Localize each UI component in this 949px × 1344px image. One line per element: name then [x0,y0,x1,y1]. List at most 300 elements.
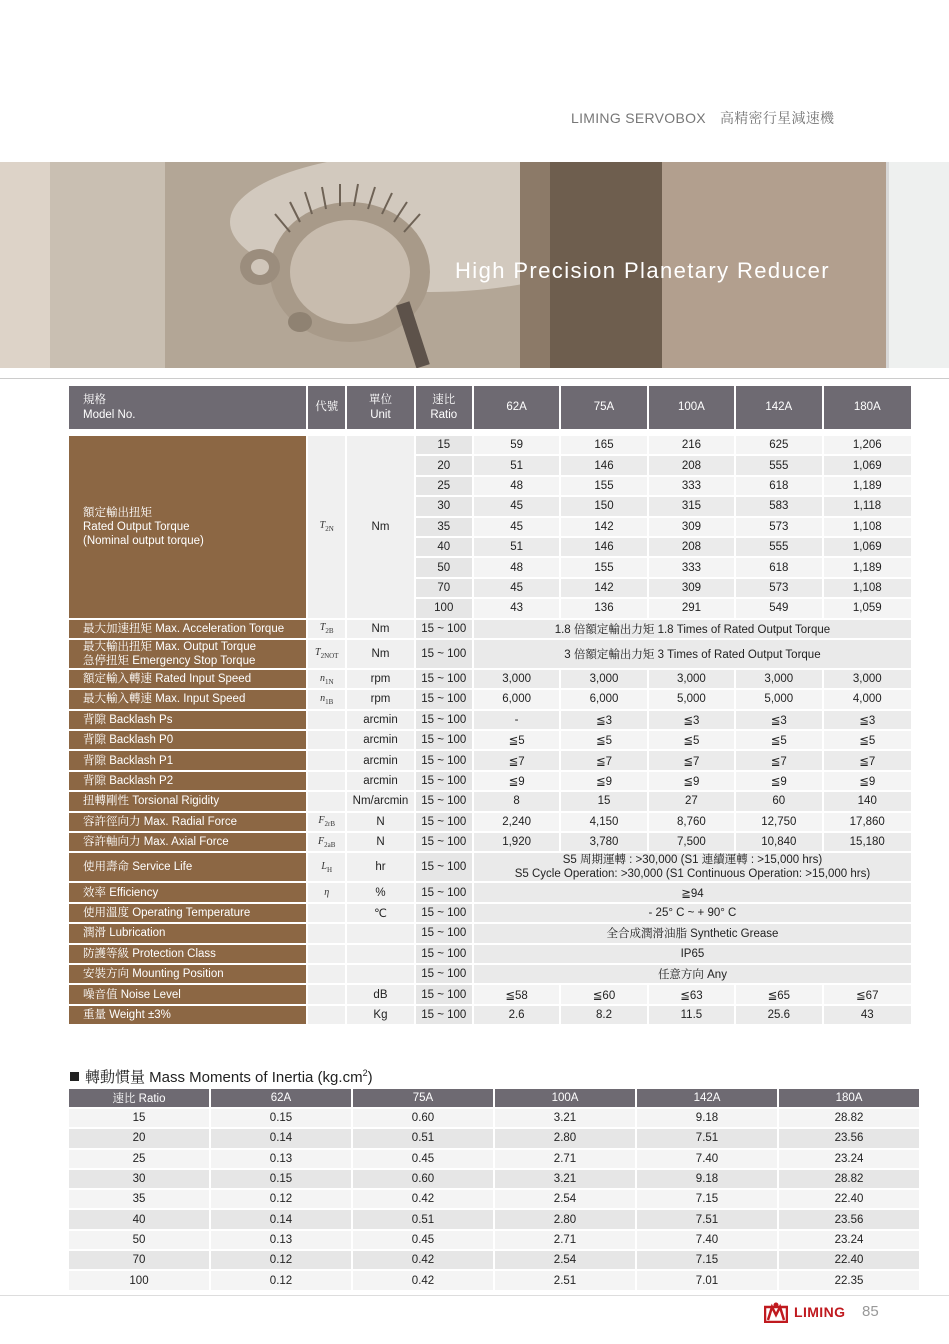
inertia-row [69,1109,919,1127]
inertia-ratio-cell: 70 [69,1251,209,1269]
spec-row [69,670,911,688]
spec-row [69,833,911,851]
value-cell: 573 [736,518,821,536]
running-header [571,108,834,128]
value-cell: 1,069 [824,538,911,556]
value-cell: 625 [736,436,821,454]
spec-label: 使用壽命 Service Life [69,853,306,881]
ratio-cell: 70 [416,579,472,597]
value-cell: 140 [824,792,911,810]
spec-label: 噪音值 Noise Level [69,985,306,1003]
inertia-value-cell: 7.51 [637,1210,777,1228]
col-model: 規格 Model No. [69,386,306,429]
spec-label: 最大加速扭矩 Max. Acceleration Torque [69,620,306,638]
ratio-cell: 15 ~ 100 [416,731,472,749]
merged-value-cell: - 25° C ~ + 90° C [474,904,911,922]
symbol: F [318,835,325,847]
value-cell: 17,860 [824,813,911,831]
header-brand: LIMING SERVOBOX [571,110,706,126]
ratio-cell: 15 ~ 100 [416,640,472,668]
ratio-cell: 15 ~ 100 [416,883,472,901]
inertia-col-header: 100A [495,1089,635,1107]
symbol: L [321,860,327,872]
col-ratio: 速比 Ratio [416,386,472,429]
value-cell: ≦3 [649,711,734,729]
inertia-value-cell: 28.82 [779,1170,919,1188]
inertia-value-cell: 23.24 [779,1150,919,1168]
ratio-cell: 20 [416,456,472,474]
inertia-col-header: 180A [779,1089,919,1107]
footer-line [0,1295,949,1296]
value-cell: 8,760 [649,813,734,831]
symbol-cell [308,792,345,810]
value-cell: 1,118 [824,497,911,515]
inertia-value-cell: 23.24 [779,1231,919,1249]
value-cell: 1,069 [824,456,911,474]
spec-label: 額定輸入轉速 Rated Input Speed [69,670,306,688]
spec-row [69,1006,911,1024]
value-cell: ≦5 [561,731,646,749]
value-cell: ≦7 [824,751,911,769]
inertia-value-cell: 7.15 [637,1251,777,1269]
inertia-value-cell: 0.51 [353,1129,493,1147]
value-cell: 6,000 [561,690,646,708]
inertia-value-cell: 0.42 [353,1251,493,1269]
inertia-value-cell: 23.56 [779,1129,919,1147]
unit-cell: arcmin [347,731,413,749]
value-cell: 3,780 [561,833,646,851]
footer-brand: LIMING [794,1304,846,1320]
unit-cell: ℃ [347,904,413,922]
inertia-value-cell: 28.82 [779,1109,919,1127]
inertia-value-cell: 0.15 [211,1170,351,1188]
ratio-cell: 15 ~ 100 [416,904,472,922]
spec-row [69,772,911,790]
value-cell: 208 [649,456,734,474]
inertia-ratio-cell: 20 [69,1129,209,1147]
inertia-value-cell: 2.51 [495,1271,635,1289]
value-cell: 15 [561,792,646,810]
inertia-value-cell: 7.51 [637,1129,777,1147]
value-cell: ≦3 [561,711,646,729]
inertia-value-cell: 0.60 [353,1170,493,1188]
value-cell: 5,000 [736,690,821,708]
value-cell: ≦5 [649,731,734,749]
unit-cell: Nm [347,436,413,618]
value-cell: ≦9 [561,772,646,790]
symbol-sub: 1B [325,697,334,706]
value-cell: 3,000 [824,670,911,688]
col-model-142a: 142A [736,386,821,429]
symbol-cell [308,670,345,688]
value-cell: 1,920 [474,833,559,851]
spec-table [67,384,913,1026]
value-cell: 573 [736,579,821,597]
banner-edge [886,162,949,368]
value-cell: 43 [824,1006,911,1024]
symbol-cell [308,904,345,922]
value-cell: 3,000 [736,670,821,688]
page-number: 85 [862,1303,879,1320]
value-cell: 45 [474,579,559,597]
ratio-cell: 15 ~ 100 [416,1006,472,1024]
value-cell: ≦9 [474,772,559,790]
spec-row [69,883,911,901]
value-cell: 618 [736,558,821,576]
symbol-cell [308,985,345,1003]
unit-cell: arcmin [347,711,413,729]
inertia-row [69,1170,919,1188]
inertia-value-cell: 7.01 [637,1271,777,1289]
inertia-value-cell: 22.40 [779,1251,919,1269]
inertia-value-cell: 0.14 [211,1210,351,1228]
ratio-cell: 15 ~ 100 [416,751,472,769]
symbol: T [319,520,326,532]
ratio-cell: 30 [416,497,472,515]
symbol-cell: η [308,883,345,901]
value-cell: 43 [474,599,559,617]
merged-value-cell: 全合成潤滑油脂 Synthetic Grease [474,924,911,942]
symbol-cell [308,640,345,668]
value-cell: 48 [474,477,559,495]
unit-cell [347,945,413,963]
unit-cell: Nm [347,620,413,638]
spec-row [69,945,911,963]
value-cell: 27 [649,792,734,810]
value-cell: 10,840 [736,833,821,851]
symbol-cell [308,690,345,708]
inertia-title: 轉動慣量 Mass Moments of Inertia $(kg.cm^2)$ [70,1066,373,1087]
ratio-cell: 15 ~ 100 [416,772,472,790]
symbol: n [319,672,325,684]
inertia-value-cell: 0.60 [353,1109,493,1127]
spec-row [69,751,911,769]
inertia-value-cell: 0.14 [211,1129,351,1147]
inertia-ratio-cell: 15 [69,1109,209,1127]
ratio-cell: 50 [416,558,472,576]
value-cell: ≦3 [736,711,821,729]
spec-label: 背隙 Backlash Ps [69,711,306,729]
unit-cell: Kg [347,1006,413,1024]
spec-label: 最大輸入轉速 Max. Input Speed [69,690,306,708]
ratio-cell: 35 [416,518,472,536]
inertia-col-header: 142A [637,1089,777,1107]
spec-label: 背隙 Backlash P1 [69,751,306,769]
spec-row [69,792,911,810]
inertia-value-cell: 0.42 [353,1271,493,1289]
symbol-cell [308,772,345,790]
inertia-value-cell: 9.18 [637,1109,777,1127]
spec-row [69,904,911,922]
ratio-cell: 15 ~ 100 [416,833,472,851]
symbol-sub: 2NOT [320,652,339,661]
inertia-value-cell: 22.35 [779,1271,919,1289]
inertia-ratio-cell: 30 [69,1170,209,1188]
inertia-value-cell: 2.80 [495,1210,635,1228]
value-cell: ≦65 [736,985,821,1003]
value-cell: 146 [561,456,646,474]
unit-cell [347,965,413,983]
ratio-cell: 15 ~ 100 [416,620,472,638]
symbol-sub: 2B [325,627,334,636]
value-cell: ≦67 [824,985,911,1003]
value-cell: 309 [649,518,734,536]
value-cell: 555 [736,456,821,474]
symbol: F [318,815,325,827]
inertia-value-cell: 2.71 [495,1150,635,1168]
spec-label: 最大輸出扭矩 Max. Output Torque 急停扭矩 Emergency Stop Torque [69,640,306,668]
value-cell: ≦9 [649,772,734,790]
value-cell: 136 [561,599,646,617]
inertia-col-header: 75A [353,1089,493,1107]
inertia-ratio-cell: 40 [69,1210,209,1228]
unit-cell [347,924,413,942]
spec-label: 潤滑 Lubrication [69,924,306,942]
inertia-value-cell: 2.54 [495,1251,635,1269]
value-cell: 1,189 [824,477,911,495]
spec-row [69,813,911,831]
value-cell: 11.5 [649,1006,734,1024]
inertia-value-cell: 0.12 [211,1251,351,1269]
spec-row [69,640,911,668]
ratio-cell: 15 ~ 100 [416,985,472,1003]
unit-cell: rpm [347,690,413,708]
spec-row [69,853,911,881]
spec-label: 扭轉剛性 Torsional Rigidity [69,792,306,810]
merged-value-cell: S5 周期運轉 : >30,000 (S1 連續運轉 : >15,000 hrs) S5 Cycle Operation: >30,000 (S1 Continuous Operation: >15,000 hrs) [474,853,911,881]
value-cell: 208 [649,538,734,556]
value-cell: 1,108 [824,579,911,597]
header-subtitle: 高精密行星減速機 [719,110,835,126]
value-cell: 8 [474,792,559,810]
value-cell: ≦5 [474,731,559,749]
value-cell: 1,059 [824,599,911,617]
value-cell: 315 [649,497,734,515]
value-cell: 155 [561,477,646,495]
inertia-value-cell: 7.15 [637,1190,777,1208]
value-cell: 4,150 [561,813,646,831]
value-cell: ≦63 [649,985,734,1003]
value-cell: 2,240 [474,813,559,831]
value-cell: 1,108 [824,518,911,536]
inertia-row [69,1190,919,1208]
spec-row [69,985,911,1003]
value-cell: 142 [561,518,646,536]
col-code: 代號 [308,386,345,429]
value-cell: 51 [474,538,559,556]
inertia-value-cell: 0.45 [353,1231,493,1249]
symbol-sub: 2rB [324,820,336,829]
ratio-cell: 15 ~ 100 [416,965,472,983]
inertia-col-header: 62A [211,1089,351,1107]
value-cell: 45 [474,497,559,515]
ratio-cell: 15 [416,436,472,454]
value-cell: 3,000 [561,670,646,688]
ratio-cell: 15 ~ 100 [416,670,472,688]
symbol-sub: H [326,865,333,874]
value-cell: 4,000 [824,690,911,708]
spec-label: 容許徑向力 Max. Radial Force [69,813,306,831]
value-cell: 165 [561,436,646,454]
value-cell: ≦7 [561,751,646,769]
symbol-cell [308,924,345,942]
spec-row [69,690,911,708]
value-cell: ≦60 [561,985,646,1003]
inertia-ratio-cell: 50 [69,1231,209,1249]
divider [0,378,949,379]
col-model-75a: 75A [561,386,646,429]
spec-row [69,620,911,638]
value-cell: 2.6 [474,1006,559,1024]
value-cell: 583 [736,497,821,515]
value-cell: 150 [561,497,646,515]
value-cell: ≦7 [474,751,559,769]
inertia-value-cell: 2.54 [495,1190,635,1208]
value-cell: 291 [649,599,734,617]
square-bullet-icon [70,1072,79,1081]
value-cell: 5,000 [649,690,734,708]
inertia-value-cell: 2.80 [495,1129,635,1147]
inertia-row [69,1210,919,1228]
ratio-cell: 15 ~ 100 [416,711,472,729]
value-cell: 3,000 [649,670,734,688]
inertia-value-cell: 23.56 [779,1210,919,1228]
value-cell: ≦9 [736,772,821,790]
spec-row [69,965,911,983]
value-cell: 59 [474,436,559,454]
value-cell: 8.2 [561,1006,646,1024]
value-cell: 549 [736,599,821,617]
symbol-sub: 2aB [324,840,336,849]
liming-logo-icon [764,1301,788,1323]
value-cell: 555 [736,538,821,556]
inertia-value-cell: 0.45 [353,1150,493,1168]
value-cell: - [474,711,559,729]
unit-cell: arcmin [347,772,413,790]
spec-label: 防護等級 Protection Class [69,945,306,963]
value-cell: 51 [474,456,559,474]
inertia-value-cell: 9.18 [637,1170,777,1188]
symbol: T [319,622,326,634]
inertia-value-cell: 0.12 [211,1271,351,1289]
inertia-value-cell: 7.40 [637,1231,777,1249]
merged-value-cell: IP65 [474,945,911,963]
value-cell: 48 [474,558,559,576]
inertia-value-cell: 0.15 [211,1109,351,1127]
spec-label: 效率 Efficiency [69,883,306,901]
spec-label: 背隙 Backlash P2 [69,772,306,790]
symbol-cell [308,751,345,769]
value-cell: ≦58 [474,985,559,1003]
symbol: T [315,647,321,659]
value-cell: ≦7 [736,751,821,769]
inertia-ratio-cell: 100 [69,1271,209,1289]
inertia-value-cell: 0.13 [211,1231,351,1249]
spec-row [69,731,911,749]
value-cell: 15,180 [824,833,911,851]
value-cell: 333 [649,477,734,495]
value-cell: ≦5 [736,731,821,749]
value-cell: ≦9 [824,772,911,790]
col-model-62a: 62A [474,386,559,429]
value-cell: 216 [649,436,734,454]
value-cell: 309 [649,579,734,597]
unit-cell: N [347,813,413,831]
ratio-cell: 15 ~ 100 [416,690,472,708]
value-cell: ≦7 [649,751,734,769]
inertia-value-cell: 3.21 [495,1109,635,1127]
symbol-cell [308,813,345,831]
spec-label: 安裝方向 Mounting Position [69,965,306,983]
unit-cell: N [347,833,413,851]
value-cell: 333 [649,558,734,576]
symbol-sub: 2N [325,525,334,534]
inertia-value-cell: 0.13 [211,1150,351,1168]
inertia-col-header: 速比 Ratio [69,1089,209,1107]
inertia-value-cell: 7.40 [637,1150,777,1168]
symbol-cell [308,731,345,749]
banner-title: High Precision Planetary Reducer [455,258,830,283]
value-cell: 618 [736,477,821,495]
banner-left-panel [0,162,50,368]
unit-cell: dB [347,985,413,1003]
inertia-row [69,1231,919,1249]
inertia-ratio-cell: 25 [69,1150,209,1168]
ratio-cell: 15 ~ 100 [416,945,472,963]
unit-cell: Nm/arcmin [347,792,413,810]
ratio-cell: 15 ~ 100 [416,853,472,881]
merged-value-cell: 3 倍額定輸出力矩 3 Times of Rated Output Torque [474,640,911,668]
spec-label: 背隙 Backlash P0 [69,731,306,749]
inertia-value-cell: 0.12 [211,1190,351,1208]
value-cell: 3,000 [474,670,559,688]
unit-cell: rpm [347,670,413,688]
spec-label: 容許軸向力 Max. Axial Force [69,833,306,851]
unit-cell: Nm [347,640,413,668]
value-cell: 142 [561,579,646,597]
ratio-cell: 15 ~ 100 [416,792,472,810]
spec-row [69,711,911,729]
inertia-row [69,1129,919,1147]
value-cell: 12,750 [736,813,821,831]
ratio-cell: 100 [416,599,472,617]
value-cell: 60 [736,792,821,810]
merged-value-cell: 任意方向 Any [474,965,911,983]
inertia-row [69,1150,919,1168]
value-cell: 25.6 [736,1006,821,1024]
value-cell: 146 [561,538,646,556]
value-cell: 45 [474,518,559,536]
symbol-cell [308,945,345,963]
value-cell: 6,000 [474,690,559,708]
symbol-cell [308,620,345,638]
inertia-value-cell: 3.21 [495,1170,635,1188]
symbol-cell [308,711,345,729]
col-unit: 單位 Unit [347,386,413,429]
ratio-cell: 15 ~ 100 [416,813,472,831]
col-model-180a: 180A [824,386,911,429]
spec-row [69,436,911,454]
spec-label: 重量 Weight ±3% [69,1006,306,1024]
ratio-cell: 40 [416,538,472,556]
inertia-value-cell: 0.42 [353,1190,493,1208]
inertia-row [69,1271,919,1289]
value-cell: 1,206 [824,436,911,454]
unit-cell: hr [347,853,413,881]
unit-cell: % [347,883,413,901]
value-cell: ≦5 [824,731,911,749]
symbol-cell [308,833,345,851]
